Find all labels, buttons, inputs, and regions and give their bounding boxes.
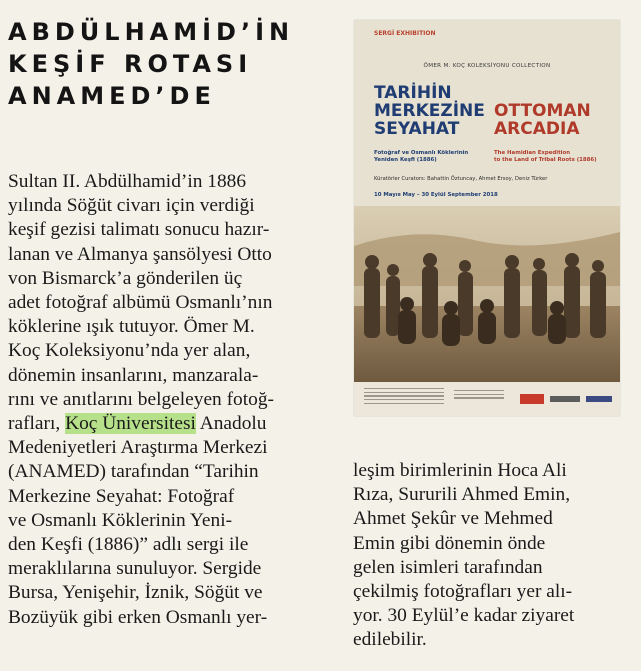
text-line: lanan ve Almanya şansölyesi Otto	[8, 243, 272, 265]
text-fragment: Anadolu	[195, 413, 267, 435]
text-line: von Bismarck’a gönderilen üç	[8, 267, 243, 289]
text-line: Bursa, Yenişehir, İznik, Söğüt ve	[8, 582, 263, 604]
text-line: Bozüyük gibi erken Osmanlı yer-	[8, 606, 268, 628]
text-line: Sultan II. Abdülhamid’in 1886	[8, 171, 247, 192]
poster-footer-fineprint	[454, 390, 504, 401]
poster-footer-fineprint	[364, 388, 444, 406]
text-line: Medeniyetleri Araştırma Merkezi	[8, 437, 268, 459]
text-line: Merkezine Seyahat: Fotoğraf	[8, 485, 235, 507]
text-line: edilebilir.	[353, 629, 427, 651]
text-line: den Keşfi (1886)” adlı sergi ile	[8, 534, 249, 556]
text-fragment: rafları,	[8, 413, 66, 435]
poster-title-tr	[374, 84, 485, 138]
text-line: gelen isimleri tarafından	[353, 556, 543, 578]
text-line: Koç Koleksiyonu’nda yer alan,	[8, 340, 251, 362]
text-line: keşif gezisi talimatı sonucu hazır-	[8, 219, 270, 241]
highlighted-university-link[interactable]: Koç Üniversitesi	[65, 413, 196, 435]
poster-subtitle-tr-line: Yeniden Keşfi (1886)	[374, 157, 437, 163]
text-line: Ahmet Şekûr ve Mehmed	[353, 508, 553, 530]
poster-title-en	[494, 102, 591, 138]
poster-subtitle-tr	[374, 150, 468, 164]
poster-subtitle-en-line: The Hamidian Expedition	[494, 150, 571, 156]
text-line	[8, 412, 343, 436]
poster-title-en-line: ARCADIA	[494, 119, 580, 139]
text-line: Rıza, Sururili Ahmed Emin,	[353, 484, 571, 506]
text-line: ve Osmanlı Köklerinin Yeni-	[8, 509, 233, 531]
sponsor-logo	[520, 394, 544, 404]
poster-collection: ÖMER M. KOÇ KOLEKSİYONU COLLECTION	[423, 63, 551, 69]
poster-footer	[354, 382, 620, 416]
article-column-right	[353, 459, 635, 653]
text-line: (ANAMED) tarafından “Tarihin	[8, 461, 259, 483]
text-line: meraklılarına sunuluyor. Sergide	[8, 558, 262, 580]
exhibition-poster	[354, 20, 620, 416]
article-column-left	[8, 170, 343, 630]
poster-subtitle-en	[494, 150, 597, 164]
text-line: çekilmiş fotoğrafları yer alı-	[353, 581, 573, 603]
poster-curators: Küratörler Curators: Bahattin Öztuncay, Ahmet Ersoy, Deniz Türker	[374, 176, 548, 182]
poster-group-photo	[354, 206, 620, 382]
headline-line: ANAMED’DE	[8, 82, 216, 110]
sponsor-logo	[586, 396, 612, 402]
poster-title-tr-line: MERKEZİNE	[374, 101, 485, 121]
text-line: Emin gibi dönemin önde	[353, 532, 546, 554]
poster-subtitle-tr-line: Fotoğraf ve Osmanlı Köklerinin	[374, 150, 469, 156]
sponsor-logo	[550, 396, 580, 402]
text-line: rını ve anıtlarını belgeleyen fotoğ-	[8, 388, 274, 410]
poster-title-tr-line: SEYAHAT	[374, 119, 460, 139]
headline-line: KEŞİF ROTASI	[8, 50, 253, 78]
poster-label: SERGİ EXHIBITION	[374, 30, 436, 37]
text-line: adet fotoğraf albümü Osmanlı’nın	[8, 292, 273, 314]
text-line: köklerine ışık tutuyor. Ömer M.	[8, 316, 255, 338]
text-line: yor. 30 Eylül’e kadar ziyaret	[353, 605, 575, 627]
text-line: leşim birimlerinin Hoca Ali	[353, 460, 567, 481]
headline	[8, 16, 308, 112]
poster-title-tr-line: TARİHİN	[374, 83, 452, 103]
poster-title-en-line: OTTOMAN	[494, 101, 591, 121]
poster-subtitle-en-line: to the Land of Tribal Roots (1886)	[494, 157, 597, 163]
text-line: yılında Söğüt civarı için verdiği	[8, 195, 255, 217]
text-line: dönemin insanlarını, manzarala-	[8, 364, 259, 386]
headline-line: ABDÜLHAMİD’İN	[8, 18, 295, 46]
poster-dates: 10 Mayıs May – 30 Eylül September 2018	[374, 192, 498, 198]
